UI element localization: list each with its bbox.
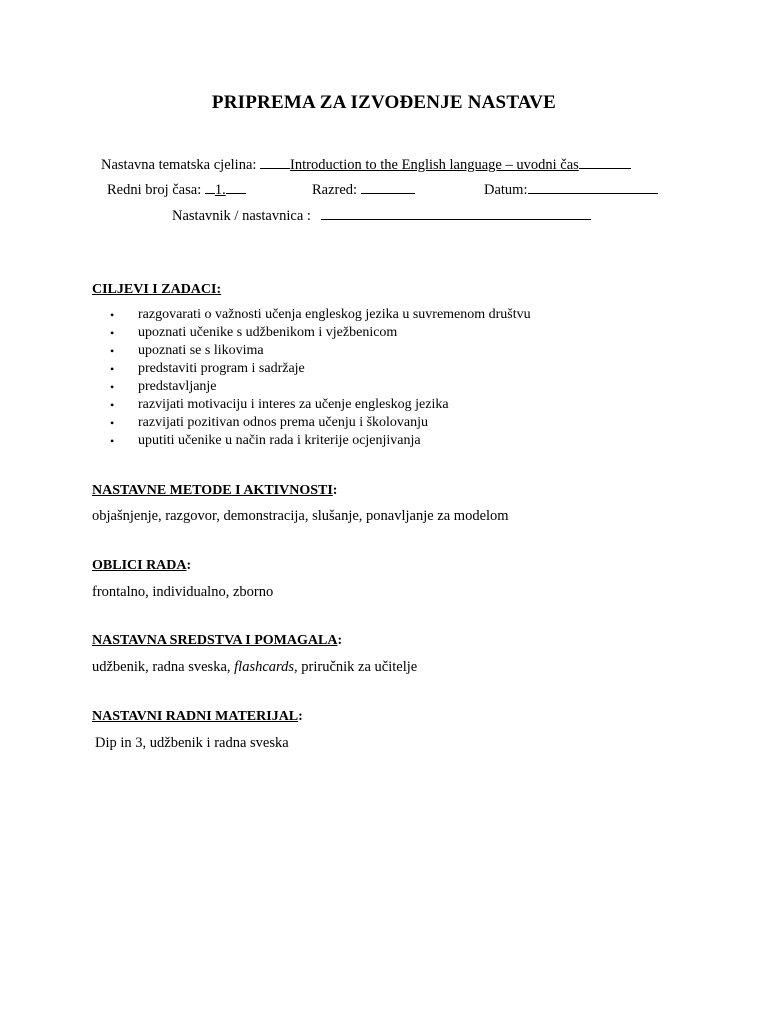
work-forms-heading-colon: : [186, 558, 192, 573]
bullet-icon: • [110, 326, 115, 340]
aids-text-italic: flashcards [234, 659, 295, 675]
lesson-number-label: Redni broj časa: [107, 182, 202, 198]
topic-value: Introduction to the English language – uvodni čas [290, 157, 579, 173]
lesson-number-blank-after [226, 181, 246, 194]
goal-item [92, 360, 531, 378]
goal-item [92, 324, 531, 342]
goal-item [92, 378, 531, 396]
aids-text-after: , priručnik za učitelje [294, 659, 418, 675]
bullet-icon: • [110, 434, 115, 448]
lesson-number-value: 1. [214, 182, 226, 198]
goal-item [92, 342, 531, 360]
bullet-icon: • [110, 416, 115, 430]
goal-item-text: upoznati se s likovima [138, 343, 264, 358]
aids-heading-colon: : [337, 633, 343, 648]
bullet-icon: • [110, 380, 115, 394]
goal-item-text: razgovarati o važnosti učenja engleskog jezika u suvremenom društvu [138, 307, 531, 322]
goals-heading [92, 282, 221, 298]
goal-item [92, 414, 531, 432]
goal-item-text: razvijati pozitivan odnos prema učenju i školovanju [138, 415, 429, 430]
materials-heading-colon: : [298, 709, 303, 724]
topic-blank-after [579, 156, 631, 169]
grade-blank [361, 181, 415, 194]
goal-item [92, 306, 531, 324]
date-label: Datum: [484, 182, 528, 198]
date-blank [528, 181, 658, 194]
bullet-icon: • [110, 344, 115, 358]
goal-item-text: upoznati učenike s udžbenikom i vježbenicom [138, 325, 398, 340]
goal-item [92, 396, 531, 414]
goal-item-text: predstavljanje [138, 379, 217, 394]
materials-heading [92, 709, 303, 725]
goal-item-text: uputiti učenike u način rada i kriterije ocjenjivanja [138, 433, 421, 448]
work-forms-text: frontalno, individualno, zborno [92, 584, 274, 600]
methods-heading-text: NASTAVNE METODE I AKTIVNOSTI [92, 483, 333, 498]
bullet-icon: • [110, 308, 115, 322]
goal-item [92, 432, 531, 450]
lesson-number-field [107, 181, 246, 199]
bullet-icon: • [110, 398, 115, 412]
methods-heading [92, 483, 337, 499]
grade-label: Razred: [312, 182, 358, 198]
grade-field [312, 181, 415, 199]
aids-text-before: udžbenik, radna sveska, [92, 659, 235, 675]
lesson-number-blank-before [205, 181, 215, 194]
materials-heading-text: NASTAVNI RADNI MATERIJAL [92, 709, 299, 724]
date-field [484, 181, 658, 199]
topic-row [101, 156, 631, 174]
work-forms-heading-text: OBLICI RADA [92, 558, 187, 573]
goal-item-text: razvijati motivaciju i interes za učenje engleskog jezika [138, 397, 449, 412]
teacher-field [172, 207, 591, 225]
materials-text: Dip in 3, udžbenik i radna sveska [95, 735, 289, 751]
topic-blank-before [260, 156, 290, 169]
bullet-icon: • [110, 362, 115, 376]
teacher-label: Nastavnik / nastavnica : [172, 208, 311, 224]
goals-list [92, 306, 531, 450]
topic-label: Nastavna tematska cjelina: [101, 157, 257, 173]
work-forms-heading [92, 558, 191, 574]
aids-text [92, 659, 417, 676]
aids-heading [92, 633, 342, 649]
aids-heading-text: NASTAVNA SREDSTVA I POMAGALA [92, 633, 338, 648]
methods-text: objašnjenje, razgovor, demonstracija, slušanje, ponavljanje za modelom [92, 508, 509, 524]
methods-heading-colon: : [332, 483, 338, 498]
goal-item-text: predstaviti program i sadržaje [138, 361, 305, 376]
goals-heading-text: CILJEVI I ZADACI: [92, 282, 222, 297]
teacher-blank [321, 207, 591, 220]
document-title: PRIPREMA ZA IZVOĐENJE NASTAVE [211, 92, 557, 113]
